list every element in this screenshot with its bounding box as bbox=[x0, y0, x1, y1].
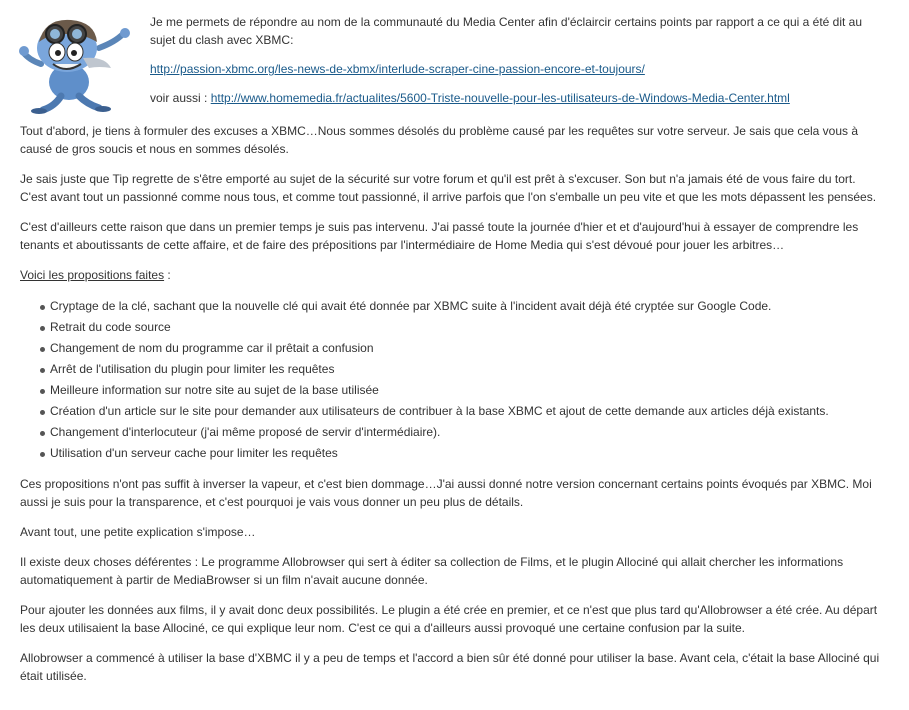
frog-avatar-image bbox=[19, 12, 131, 116]
paragraph: Il existe deux choses déférentes : Le programme Allobrowser qui sert à éditer sa collection de Films, et le plugin Allociné qui allait chercher les informations automatiquement à partir de MediaBrowser si un film n'avait aucune donnée. bbox=[20, 555, 844, 587]
paragraph: Je sais juste que Tip regrette de s'être emporté au sujet de la sécurité sur votre forum et qu'il est prêt à s'excuser. Son but n'a jamais été de vous faire du tort. C'est avant tout un passionné comme nous tous, et comme tout passionné, il arrive parfois que l'on s'emballe un peu vite et que les mots dépassent les pensées. bbox=[20, 172, 877, 204]
paragraph: Tout d'abord, je tiens à formuler des excuses a XBMC…Nous sommes désolés du problème causé par les requêtes sur votre serveur. Je sais que cela vous à causé de gros soucis et nous en sommes désolés. bbox=[20, 124, 859, 156]
list-item: Utilisation d'un serveur cache pour limiter les requêtes bbox=[50, 443, 882, 464]
list-item: Changement de nom du programme car il prêtait a confusion bbox=[50, 338, 882, 359]
list-item: Création d'un article sur le site pour demander aux utilisateurs de contribuer à la base XBMC et ajout de cette demande aux articles déjà existants. bbox=[50, 401, 882, 422]
list-item: Retrait du code source bbox=[50, 317, 882, 338]
proposals-label: Voici les propositions faites bbox=[20, 268, 165, 282]
list-item: Arrêt de l'utilisation du plugin pour limiter les requêtes bbox=[50, 359, 882, 380]
proposals-list bbox=[20, 296, 882, 464]
proposals-heading bbox=[20, 266, 882, 284]
intro-block bbox=[150, 13, 890, 118]
proposals-suffix: : bbox=[164, 268, 171, 282]
paragraph: Ces propositions n'ont pas suffit à inverser la vapeur, et c'est bien dommage…J'ai aussi donné notre version concernant certains points évoqués par XBMC. Moi aussi je suis pour la transparence, et c'est pourquoi je vais vous donner un peu plus de détails. bbox=[20, 477, 872, 509]
paragraph: Avant tout, une petite explication s'impose… bbox=[20, 525, 256, 539]
list-item: Changement d'interlocuteur (j'ai même proposé de servir d'intermédiaire). bbox=[50, 422, 882, 443]
article-body bbox=[20, 122, 882, 697]
link-homemedia[interactable]: http://www.homemedia.fr/actualites/5600-Triste-nouvelle-pour-les-utilisateurs-de-Windows-Media-Center.html bbox=[210, 91, 790, 105]
see-also-label: voir aussi : bbox=[150, 91, 208, 105]
paragraph: Pour ajouter les données aux films, il y avait donc deux possibilités. Le plugin a été crée en premier, et ce n'est que plus tard qu'Allobrowser a été crée. Au départ les deux utilisaient la base Allociné, ce qui explique leur nom. C'est ce qui a d'ailleurs aussi provoqué une certaine confusion par la suite. bbox=[20, 603, 878, 635]
intro-text: Je me permets de répondre au nom de la communauté du Media Center afin d'éclaircir certains points par rapport a ce qui a été dit au sujet du clash avec XBMC: bbox=[150, 15, 863, 47]
list-item: Cryptage de la clé, sachant que la nouvelle clé qui avait été donnée par XBMC suite à l'incident avait déjà été cryptée sur Google Code. bbox=[50, 296, 882, 317]
link-passion-xbmc[interactable]: http://passion-xbmc.org/les-news-de-xbmx/interlude-scraper-cine-passion-encore-et-toujours/ bbox=[150, 62, 645, 76]
paragraph: Allobrowser a commencé à utiliser la base d'XBMC il y a peu de temps et l'accord a bien sûr été donné pour utiliser la base. Avant cela, c'était la base Allociné qui était utilisée. bbox=[20, 651, 880, 683]
list-item: Meilleure information sur notre site au sujet de la base utilisée bbox=[50, 380, 882, 401]
paragraph: C'est d'ailleurs cette raison que dans un premier temps je suis pas intervenu. J'ai passé toute la journée d'hier et et d'aujourd'hui à essayer de comprendre les tenants et aboutissants de cette affaire, et de faire des prépositions par l'intermédiaire de Home Media qui s'est dévoué pour jouer les arbitres… bbox=[20, 220, 859, 252]
